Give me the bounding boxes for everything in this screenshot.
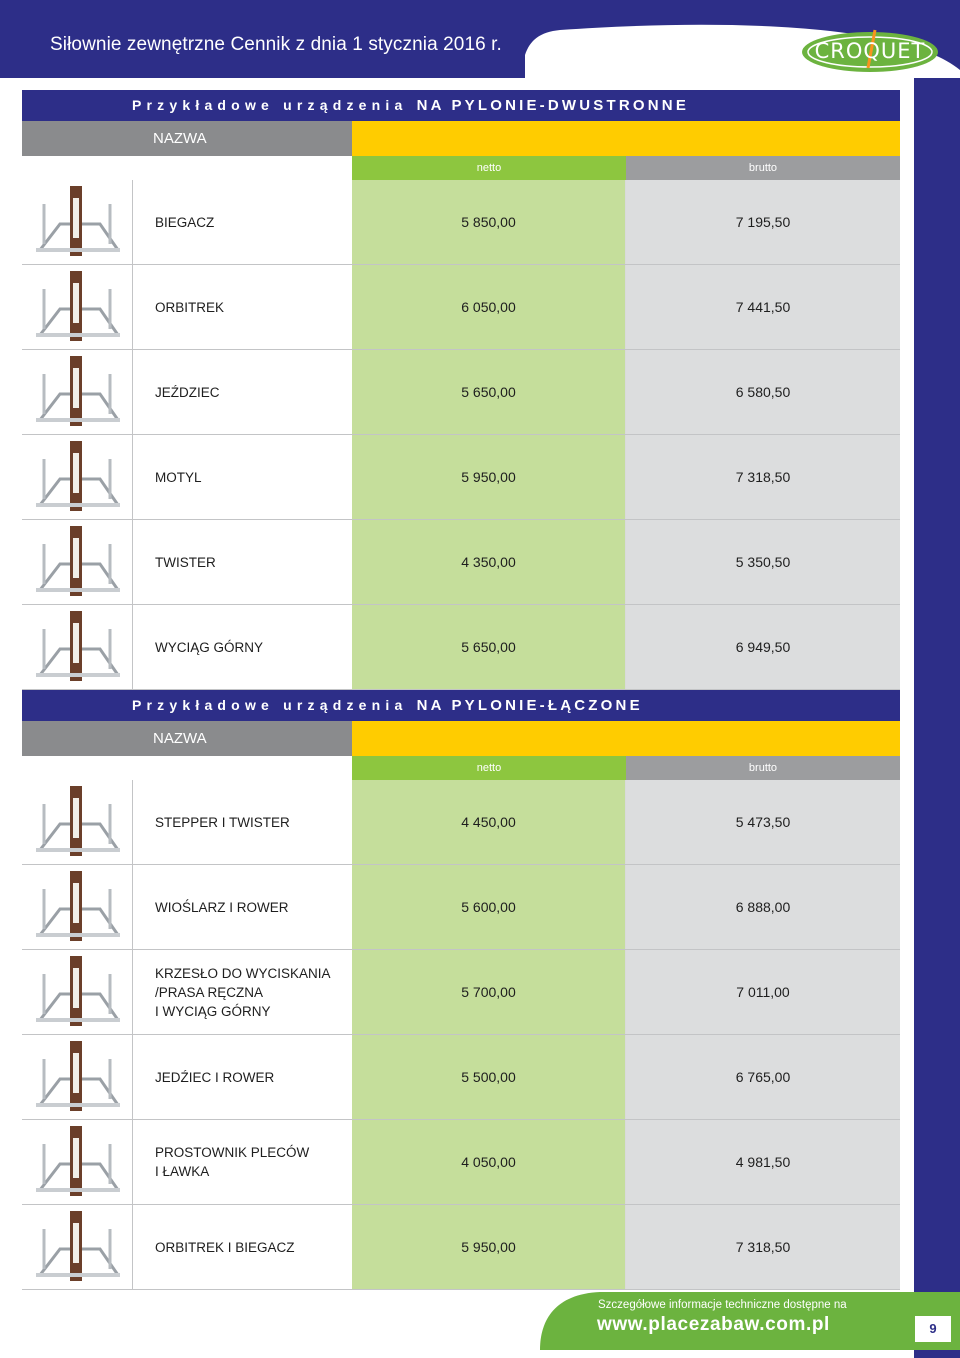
equipment-name xyxy=(133,435,352,519)
equipment-name-line: PROSTOWNIK PLECÓW xyxy=(155,1145,310,1160)
netto-price: 5 700,00 xyxy=(352,950,626,1034)
name-header: NAZWA xyxy=(22,721,352,756)
equipment-image xyxy=(30,784,125,860)
section-title xyxy=(22,690,900,721)
table-row xyxy=(22,350,900,435)
netto-price: 4 050,00 xyxy=(352,1120,626,1204)
table-row xyxy=(22,520,900,605)
equipment-image xyxy=(30,609,125,685)
section-title-lead: Przykładowe urządzenia xyxy=(132,97,408,113)
equipment-image-cell xyxy=(22,950,133,1034)
equipment-name-line: WYCIĄG GÓRNY xyxy=(155,639,264,655)
table-row xyxy=(22,605,900,690)
brutto-price: 7 441,50 xyxy=(626,265,900,349)
equipment-name-line: JEDŹIEC I ROWER xyxy=(155,1069,275,1085)
section-title-rest: NA PYLONIE-ŁĄCZONE xyxy=(416,697,643,714)
equipment-name xyxy=(133,1120,352,1204)
brutto-price: 5 350,50 xyxy=(626,520,900,604)
brutto-price: 5 473,50 xyxy=(626,780,900,864)
right-edge-stripe xyxy=(914,78,960,1358)
netto-price: 5 650,00 xyxy=(352,350,626,434)
price-table xyxy=(22,90,900,1290)
equipment-name-line: JEŹDZIEC xyxy=(155,384,220,400)
equipment-image xyxy=(30,354,125,430)
equipment-name-line: I ŁAWKA xyxy=(155,1164,210,1179)
equipment-image xyxy=(30,1039,125,1115)
netto-price: 4 450,00 xyxy=(352,780,626,864)
equipment-image xyxy=(30,954,125,1030)
table-row xyxy=(22,265,900,350)
equipment-name-line: BIEGACZ xyxy=(155,214,215,230)
equipment-name xyxy=(133,865,352,949)
name-header-fill xyxy=(352,721,900,756)
logo-text: CROQUET xyxy=(814,39,926,63)
price-header-row xyxy=(22,756,900,780)
table-row xyxy=(22,435,900,520)
equipment-image xyxy=(30,869,125,945)
table-row xyxy=(22,180,900,265)
section-title-rest: NA PYLONIE-DWUSTRONNE xyxy=(416,97,690,114)
brutto-price: 7 318,50 xyxy=(626,435,900,519)
equipment-name-line: I WYCIĄG GÓRNY xyxy=(155,1003,271,1019)
equipment-name-line: MOTYL xyxy=(155,469,202,485)
equipment-image-cell xyxy=(22,435,133,519)
table-row xyxy=(22,950,900,1035)
netto-price: 5 850,00 xyxy=(352,180,626,264)
table-row xyxy=(22,865,900,950)
equipment-name-line: ORBITREK I BIEGACZ xyxy=(155,1239,295,1255)
brutto-price: 7 318,50 xyxy=(626,1205,900,1289)
netto-price: 4 350,00 xyxy=(352,520,626,604)
equipment-image-cell xyxy=(22,1205,133,1289)
netto-price: 6 050,00 xyxy=(352,265,626,349)
table-row xyxy=(22,1205,900,1290)
equipment-image xyxy=(30,1124,125,1200)
price-header-blank xyxy=(22,756,352,780)
croquet-logo xyxy=(800,28,940,76)
equipment-image xyxy=(30,1209,125,1285)
table-row xyxy=(22,780,900,865)
equipment-image-cell xyxy=(22,1120,133,1204)
brutto-header: brutto xyxy=(626,756,900,780)
brutto-price: 7 195,50 xyxy=(626,180,900,264)
footer-note: Szczegółowe informacje techniczne dostępne na xyxy=(598,1299,847,1311)
equipment-image xyxy=(30,524,125,600)
brutto-price: 6 888,00 xyxy=(626,865,900,949)
name-header-fill xyxy=(352,121,900,156)
equipment-image-cell xyxy=(22,180,133,264)
equipment-image-cell xyxy=(22,265,133,349)
brutto-price: 6 949,50 xyxy=(626,605,900,689)
netto-header: netto xyxy=(352,156,626,180)
table-row xyxy=(22,1120,900,1205)
equipment-name xyxy=(133,520,352,604)
equipment-name xyxy=(133,950,352,1034)
equipment-name xyxy=(133,1205,352,1289)
page-number: 9 xyxy=(915,1316,951,1342)
equipment-name xyxy=(133,1035,352,1119)
equipment-name xyxy=(133,265,352,349)
footer-url-link[interactable]: www.placezabaw.com.pl xyxy=(597,1314,830,1335)
equipment-image-cell xyxy=(22,780,133,864)
price-header-row xyxy=(22,156,900,180)
equipment-image xyxy=(30,439,125,515)
equipment-image-cell xyxy=(22,520,133,604)
equipment-image-cell xyxy=(22,1035,133,1119)
brutto-price: 6 580,50 xyxy=(626,350,900,434)
equipment-image xyxy=(30,269,125,345)
netto-price: 5 950,00 xyxy=(352,435,626,519)
page-title: Siłownie zewnętrzne Cennik z dnia 1 stycznia 2016 r. xyxy=(50,34,502,55)
equipment-name-line: WIOŚLARZ I ROWER xyxy=(155,899,289,915)
section-title xyxy=(22,90,900,121)
brutto-price: 7 011,00 xyxy=(626,950,900,1034)
equipment-image-cell xyxy=(22,865,133,949)
netto-price: 5 500,00 xyxy=(352,1035,626,1119)
section-title-lead: Przykładowe urządzenia xyxy=(132,697,408,713)
equipment-name xyxy=(133,180,352,264)
netto-price: 5 950,00 xyxy=(352,1205,626,1289)
equipment-name-line: STEPPER I TWISTER xyxy=(155,814,290,830)
table-row xyxy=(22,1035,900,1120)
brutto-price: 4 981,50 xyxy=(626,1120,900,1204)
equipment-name-line: TWISTER xyxy=(155,554,216,570)
price-header-blank xyxy=(22,156,352,180)
netto-price: 5 650,00 xyxy=(352,605,626,689)
equipment-name xyxy=(133,605,352,689)
netto-header: netto xyxy=(352,756,626,780)
equipment-name-line: ORBITREK xyxy=(155,299,225,315)
equipment-image xyxy=(30,184,125,260)
equipment-image-cell xyxy=(22,350,133,434)
name-header-row xyxy=(22,721,900,756)
name-header-row xyxy=(22,121,900,156)
equipment-name xyxy=(133,350,352,434)
netto-price: 5 600,00 xyxy=(352,865,626,949)
brutto-price: 6 765,00 xyxy=(626,1035,900,1119)
equipment-image-cell xyxy=(22,605,133,689)
equipment-name xyxy=(133,780,352,864)
header-bar xyxy=(0,0,960,78)
equipment-name-line: /PRASA RĘCZNA xyxy=(155,984,264,1000)
equipment-name-line: KRZESŁO DO WYCISKANIA xyxy=(155,965,331,981)
name-header: NAZWA xyxy=(22,121,352,156)
brutto-header: brutto xyxy=(626,156,900,180)
